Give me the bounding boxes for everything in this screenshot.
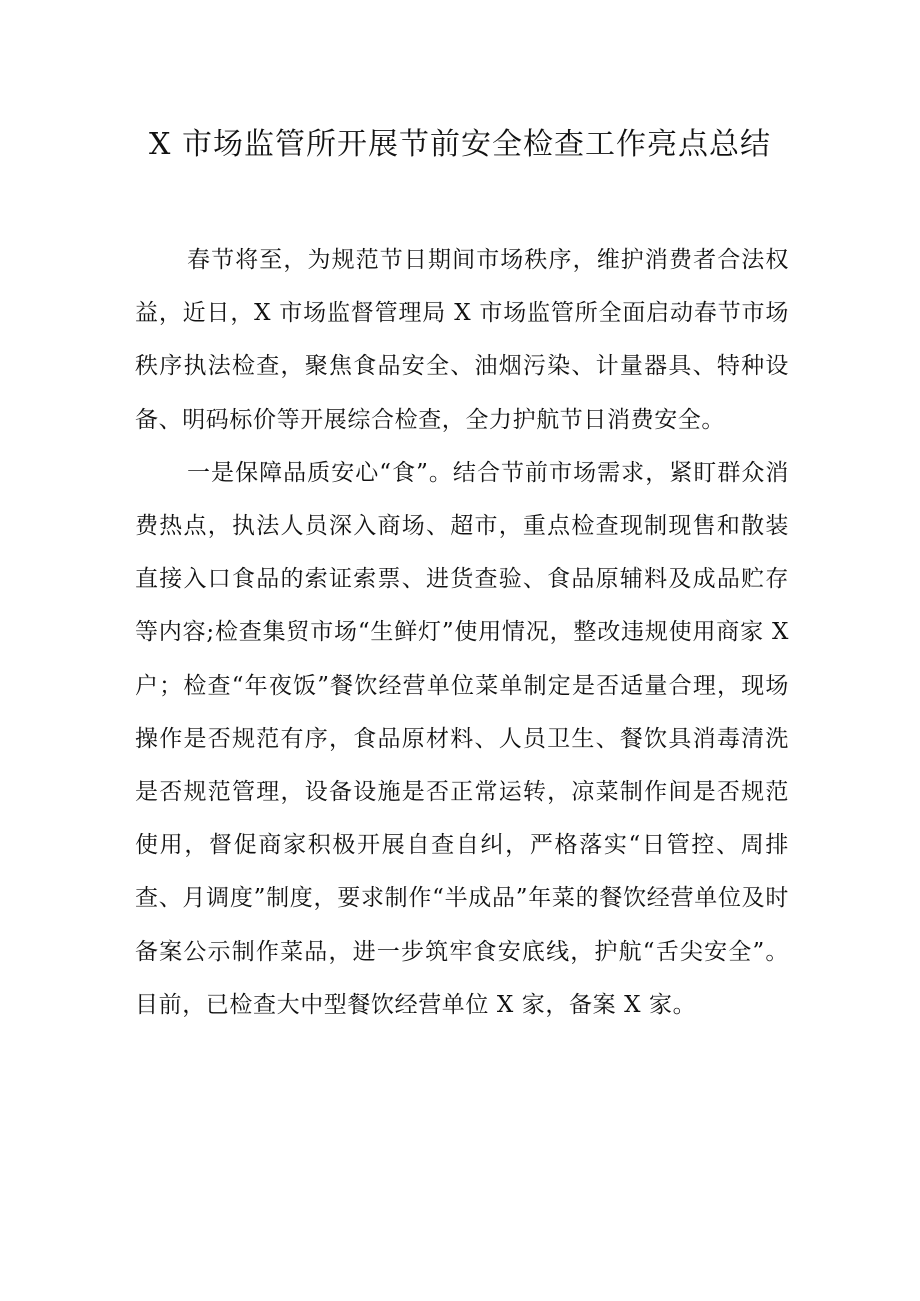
document-body	[135, 234, 789, 1032]
paragraph-food-safety: 一是保障品质安心“食”。结合节前市场需求，紧盯群众消费热点，执法人员深入商场、超市，重点检查现制现售和散装直接入口食品的索证索票、进货查验、食品原辅料及成品贮存等内容;检查集贸市场“生鲜灯”使用情况，整改违规使用商家 X 户；检查“年夜饭”餐饮经营单位菜单制定是否适量合理，现场操作是否规范有序，食品原材料、人员卫生、餐饮具消毒清洗是否规范管理，设备设施是否正常运转，凉菜制作间是否规范使用，督促商家积极开展自查自纠，严格落实“日管控、周排查、月调度”制度，要求制作“半成品”年菜的餐饮经营单位及时备案公示制作菜品，进一步筑牢食安底线，护航“舌尖安全”。目前，已检查大中型餐饮经营单位 X 家，备案 X 家。	[135, 459, 789, 1018]
paragraph-intro: 春节将至，为规范节日期间市场秩序，维护消费者合法权益，近日，X 市场监督管理局 X 市场监管所全面启动春节市场秩序执法检查，聚焦食品安全、油烟污染、计量器具、特种设备、明码标价等开展综合检查，全力护航节日消费安全。	[135, 247, 789, 433]
document-title: X 市场监管所开展节前安全检查工作亮点总结	[149, 127, 771, 162]
